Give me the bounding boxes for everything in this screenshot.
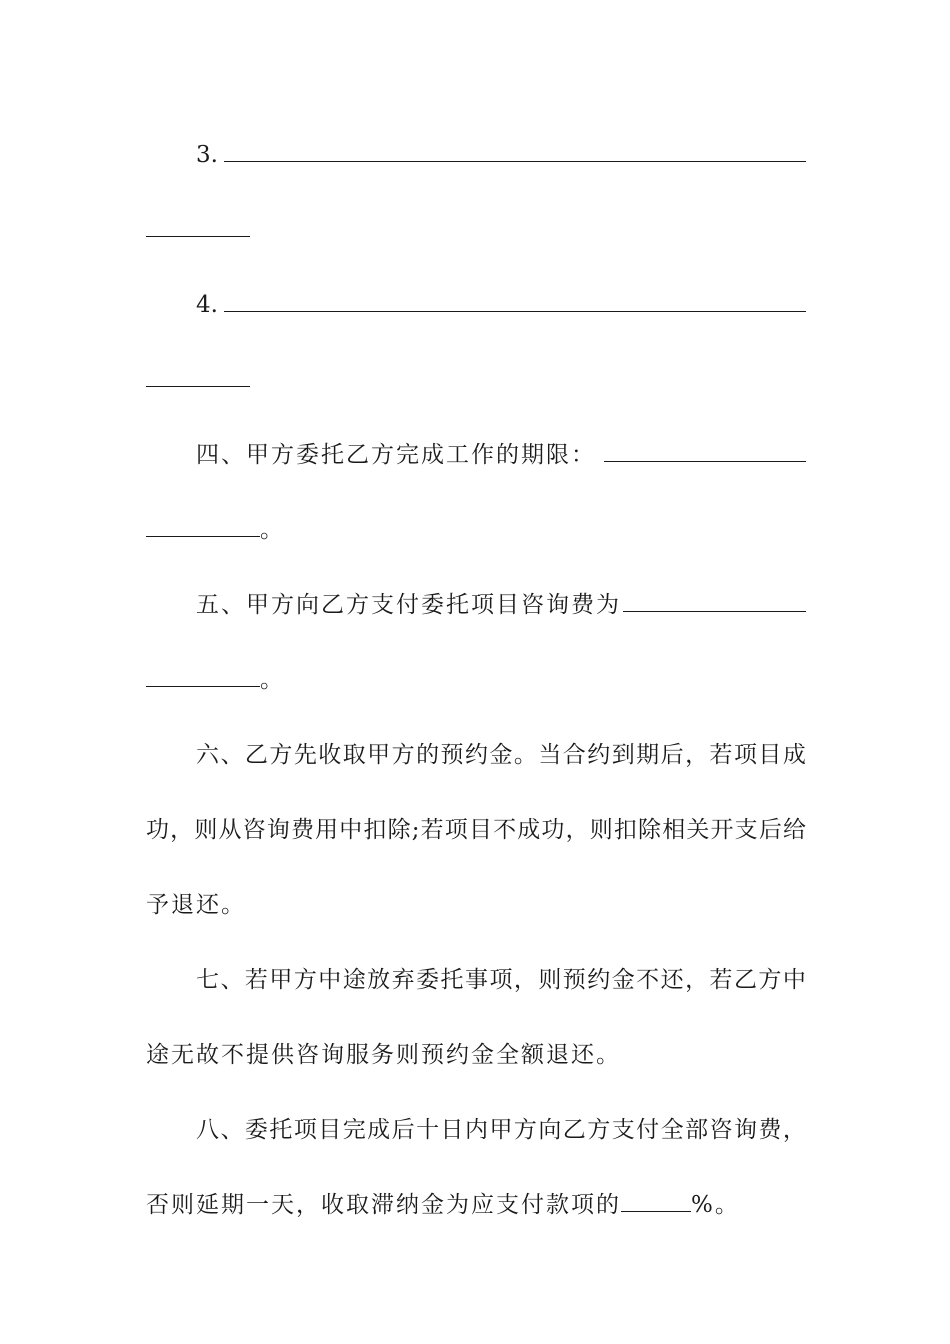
item-4-number: 4. — [196, 292, 218, 318]
clause-5-blank[interactable] — [623, 585, 806, 612]
clause-8-text-2b: %。 — [691, 1192, 740, 1218]
clause-8-line-2 — [146, 1185, 806, 1225]
clause-5-line — [196, 585, 806, 625]
clause-8-percent-blank[interactable] — [621, 1185, 691, 1212]
clause-4-continuation — [146, 510, 806, 550]
item-4-continuation — [146, 360, 806, 400]
clause-4-blank[interactable] — [604, 435, 806, 462]
clause-6-line-3 — [146, 885, 806, 925]
clause-7-text-2: 途无故不提供咨询服务则预约金全额退还。 — [146, 1042, 621, 1068]
item-3-number: 3. — [196, 142, 218, 168]
clause-5-text: 五、甲方向乙方支付委托项目咨询费为 — [196, 592, 621, 618]
clause-4-end: 。 — [260, 517, 285, 543]
item-3-blank-cont[interactable] — [146, 210, 250, 237]
clause-8-text-1: 八 、 委 托 项 目 完 成 后 十 日 内 甲 方 向 乙 方 支 付 全 部 咨 询 费 ， — [196, 1117, 806, 1143]
clause-7-line-2 — [146, 1035, 806, 1075]
clause-7-text-1: 七 、 若 甲 方 中 途 放 弃 委 托 事 项 ， 则 预 约 金 不 还 ， 若 乙 方 中 — [196, 967, 806, 993]
clause-4-blank-cont[interactable] — [146, 510, 260, 537]
clause-6-line-2 — [146, 810, 806, 850]
item-4-line — [196, 285, 806, 325]
clause-6-text-3: 予退还。 — [146, 892, 246, 918]
item-3-continuation — [146, 210, 806, 250]
item-3-blank[interactable] — [224, 135, 806, 162]
clause-7-line-1 — [196, 960, 806, 1000]
clause-5-continuation — [146, 660, 806, 700]
clause-6-text-2: 功 ， 则 从 咨 询 费 用 中 扣 除 ; 若 项 目 不 成 功 ， 则 扣 除 相 关 开 支 后 给 — [146, 817, 806, 843]
item-4-blank[interactable] — [224, 285, 806, 312]
item-4-blank-cont[interactable] — [146, 360, 250, 387]
clause-4-line — [196, 435, 806, 475]
clause-8-text-2a: 否则延期一天，收取滞纳金为应支付款项的 — [146, 1192, 621, 1218]
item-3-line — [196, 135, 806, 175]
clause-6-text-1: 六 、 乙 方 先 收 取 甲 方 的 预 约 金 。 当 合 约 到 期 后 ， 若 项 目 成 — [196, 742, 806, 768]
clause-6-line-1 — [196, 735, 806, 775]
clause-8-line-1 — [196, 1110, 806, 1150]
clause-5-blank-cont[interactable] — [146, 660, 260, 687]
clause-5-end: 。 — [260, 667, 285, 693]
clause-4-text: 四、甲方委托乙方完成工作的期限： — [196, 442, 596, 468]
